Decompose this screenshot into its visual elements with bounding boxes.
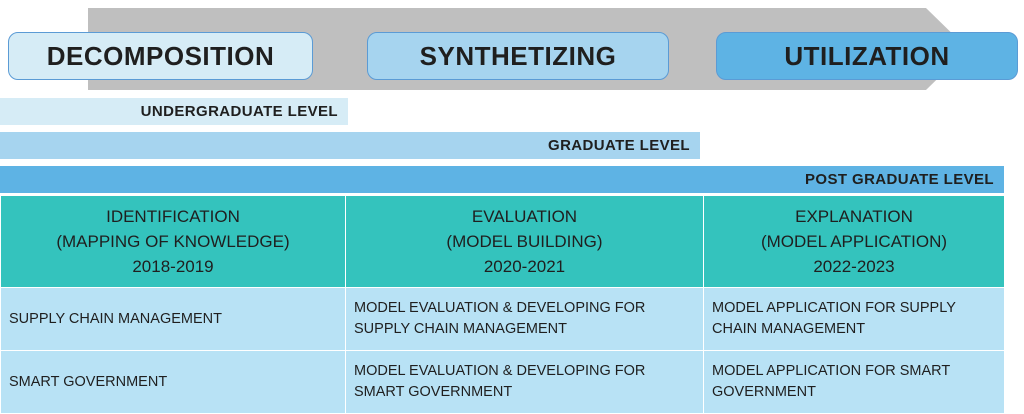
header-subtitle: (MODEL BUILDING)	[446, 232, 603, 251]
phase-label: UTILIZATION	[784, 40, 950, 71]
level-bar-undergraduate	[0, 98, 348, 125]
level-label: GRADUATE LEVEL	[548, 137, 690, 154]
progress-arrow-band	[0, 0, 1024, 98]
header-title: EVALUATION	[471, 207, 578, 226]
level-bar-graduate	[0, 132, 700, 159]
cell-supply-chain-explanation: MODEL APPLICATION FOR SUPPLY CHAIN MANAGEMENT	[704, 288, 1005, 351]
phase-label: SYNTHETIZING	[419, 40, 617, 71]
header-title: IDENTIFICATION	[106, 207, 240, 226]
phase-utilization[interactable]	[716, 32, 1018, 80]
header-subtitle: (MAPPING OF KNOWLEDGE)	[56, 232, 290, 251]
header-title: EXPLANATION	[795, 207, 913, 226]
table-row	[1, 288, 1005, 351]
cell-smart-government-explanation: MODEL APPLICATION FOR SMART GOVERNMENT	[704, 351, 1005, 414]
header-subtitle: (MODEL APPLICATION)	[760, 232, 948, 251]
header-cell-identification	[1, 196, 346, 288]
level-label: POST GRADUATE LEVEL	[805, 171, 994, 188]
cell-supply-chain-identification: SUPPLY CHAIN MANAGEMENT	[1, 288, 346, 351]
cell-supply-chain-evaluation: MODEL EVALUATION & DEVELOPING FOR SUPPLY CHAIN MANAGEMENT	[346, 288, 704, 351]
roadmap-matrix	[0, 195, 1005, 414]
phase-synthetizing[interactable]	[367, 32, 669, 80]
cell-smart-government-identification: SMART GOVERNMENT	[1, 351, 346, 414]
header-cell-explanation	[704, 196, 1005, 288]
level-bar-post-graduate	[0, 166, 1004, 193]
header-period: 2020-2021	[483, 257, 566, 276]
cell-smart-government-evaluation: MODEL EVALUATION & DEVELOPING FOR SMART GOVERNMENT	[346, 351, 704, 414]
table-row	[1, 351, 1005, 414]
header-cell-evaluation	[346, 196, 704, 288]
phase-label: DECOMPOSITION	[46, 40, 275, 71]
phase-decomposition[interactable]	[8, 32, 313, 80]
table-header-row	[1, 196, 1005, 288]
level-label: UNDERGRADUATE LEVEL	[140, 103, 338, 120]
header-period: 2018-2019	[132, 257, 214, 276]
header-period: 2022-2023	[813, 257, 895, 276]
